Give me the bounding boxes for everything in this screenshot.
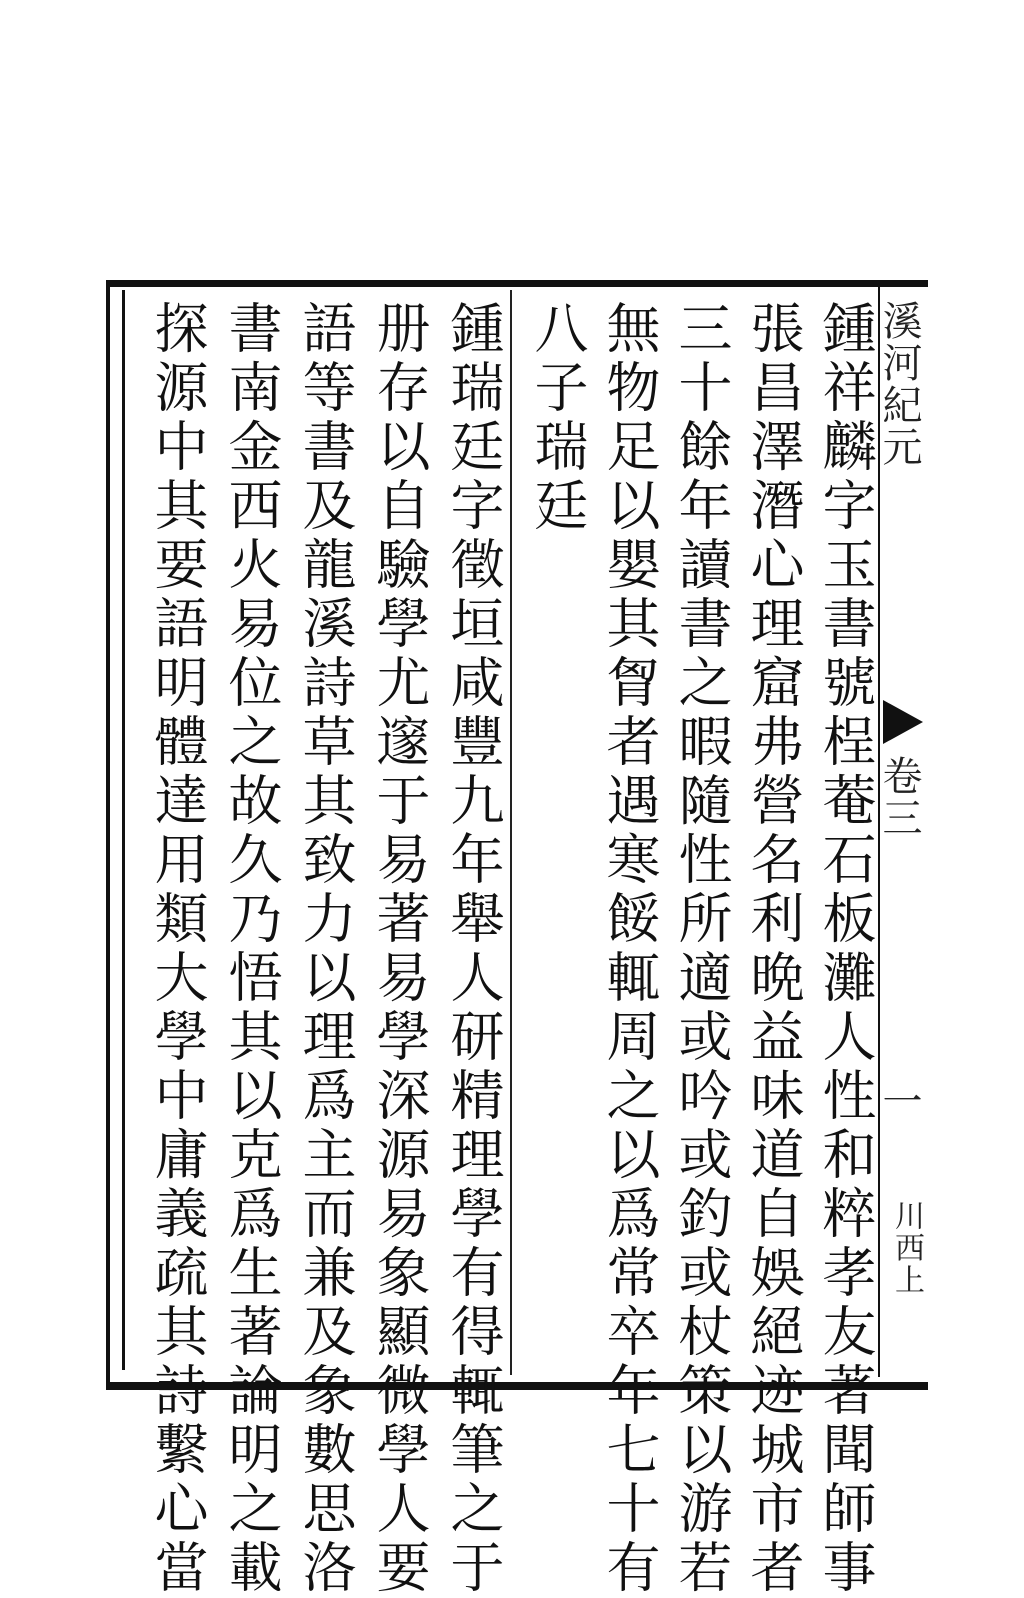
text-column-8: 語等書及龍溪詩草其致力以理爲主而兼及象數思洛 bbox=[294, 300, 357, 1598]
text-column-3: 三十餘年讀書之暇隨性所適或吟或釣或杖策以游若 bbox=[670, 300, 733, 1598]
text-column-1: 鍾祥麟字玉書號桯菴石板灘人性和粹孝友著聞師事 bbox=[814, 300, 877, 1598]
fish-tail-mark bbox=[883, 700, 923, 744]
text-column-4: 無物足以嬰其胷者遇寒餒輒周之以爲常卒年七十有 bbox=[598, 300, 661, 1598]
text-column-6: 鍾瑞廷字徵垣咸豐九年舉人研精理學有得輒筆之于 bbox=[442, 300, 505, 1598]
text-column-10: 探源中其要語明體達用類大學中庸義疏其詩繫心當 bbox=[146, 300, 209, 1598]
margin-volume: 卷三 bbox=[876, 755, 922, 839]
text-column-9: 書南金西火易位之故久乃悟其以克爲生著論明之載 bbox=[220, 300, 283, 1598]
inner-border-rule bbox=[122, 290, 125, 1370]
text-column-7: 册存以自驗學尤邃于易著易學深源易象顯微學人要 bbox=[368, 300, 431, 1598]
margin-book-title: 溪河紀元 bbox=[876, 300, 922, 468]
text-column-5: 八子瑞廷 bbox=[526, 300, 589, 536]
text-column-2: 張昌澤潛心理窟弗營名利晩益味道自娛絕迹城市者 bbox=[742, 300, 805, 1598]
margin-page-number: 川西上 bbox=[889, 1200, 924, 1296]
margin-leaf-number: 一 bbox=[876, 1080, 922, 1122]
column-divider bbox=[510, 290, 512, 1375]
